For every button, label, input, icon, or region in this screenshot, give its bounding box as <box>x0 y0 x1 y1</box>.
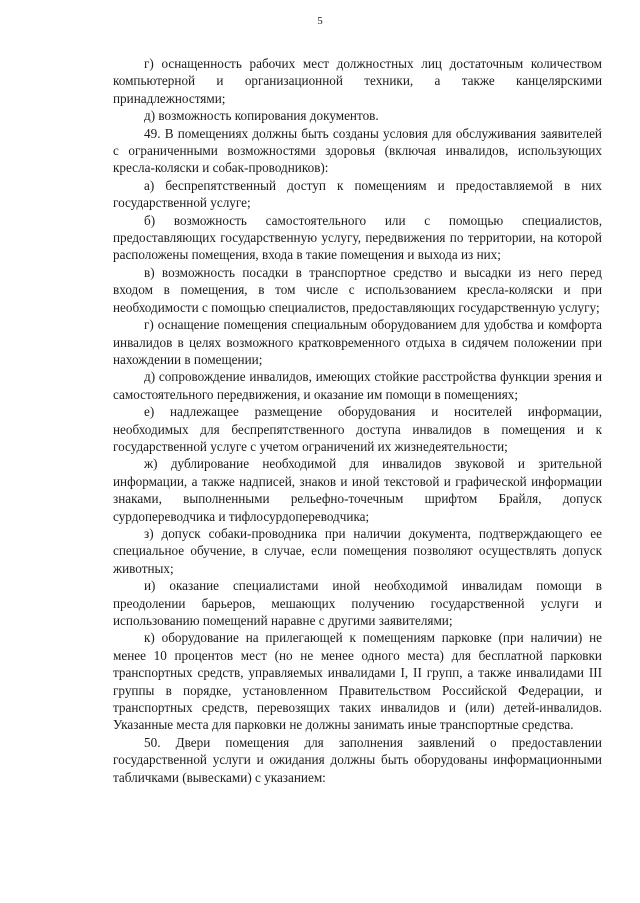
paragraph-clause-50: 50. Двери помещения для заполнения заявлений о предоставлении государственной услуги и ожидания должны быть оборудованы информационными табличками (вывесками) с указанием: <box>113 734 602 785</box>
document-body <box>113 55 602 786</box>
paragraph-item-zh: ж) дублирование необходимой для инвалидов звуковой и зрительной информации, а также надписей, знаков и иной текстовой и графической информации знаками, выполненными рельефно-точечным шрифтом Брайля, допуск сурдопереводчика и тифлосурдопереводчика; <box>113 456 602 524</box>
paragraph-item-b: б) возможность самостоятельного или с помощью специалистов, предоставляющих государственную услугу, передвижения по территории, на которой расположены помещения, входа в такие помещения и выхода из них; <box>113 212 602 263</box>
paragraph-item-d-copying: д) возможность копирования документов. <box>144 108 379 124</box>
paragraph-item-k: к) оборудование на прилегающей к помещениям парковке (при наличии) не менее 10 процентов мест (но не менее одного места) для бесплатной парковки транспортных средств, управляемых инвалидами I, II групп, а также инвалидами III группы в порядке, установленном Правительством Российской Федерации, и транспортных средств, перевозящих таких инвалидов и (или) детей-инвалидов. Указанные места для парковки не должны занимать иные транспортные средства. <box>113 630 602 733</box>
page-number: 5 <box>317 15 323 27</box>
paragraph-item-g: г) оснащение помещения специальным оборудованием для удобства и комфорта инвалидов в целях возможного кратковременного отдыха в сидячем положении при нахождении в помещении; <box>113 317 602 367</box>
paragraph-item-d: д) сопровождение инвалидов, имеющих стойкие расстройства функции зрения и самостоятельного передвижения, и оказание им помощи в помещениях; <box>113 369 602 402</box>
paragraph-item-z: з) допуск собаки-проводника при наличии документа, подтверждающего ее специальное обучение, в случае, если помещения позволяют осуществлять допуск животных; <box>113 525 602 576</box>
paragraph-item-g-equipment: г) оснащенность рабочих мест должностных лиц достаточным количеством компьютерной и организационной техники, а также канцелярскими принадлежностями; <box>113 56 602 106</box>
paragraph-clause-49: 49. В помещениях должны быть созданы условия для обслуживания заявителей с ограниченными возможностями здоровья (включая инвалидов, использующих кресла-коляски и собак-проводников): <box>113 125 602 176</box>
paragraph-item-i: и) оказание специалистами иной необходимой инвалидам помощи в преодолении барьеров, мешающих получению государственной услуги и использованию помещений наравне с другими заявителями; <box>113 578 602 628</box>
paragraph-item-v: в) возможность посадки в транспортное средство и высадки из него перед входом в помещения, в том числе с использованием кресла-коляски и при необходимости с помощью специалистов, предоставляющих государственную услугу; <box>113 264 602 315</box>
paragraph-item-a: а) беспрепятственный доступ к помещениям и предоставляемой в них государственной услуге; <box>113 177 602 211</box>
paragraph-item-e: е) надлежащее размещение оборудования и носителей информации, необходимых для беспрепятственного доступа инвалидов в помещения и к государственной услуге с учетом ограничений их жизнедеятельности; <box>113 404 602 454</box>
